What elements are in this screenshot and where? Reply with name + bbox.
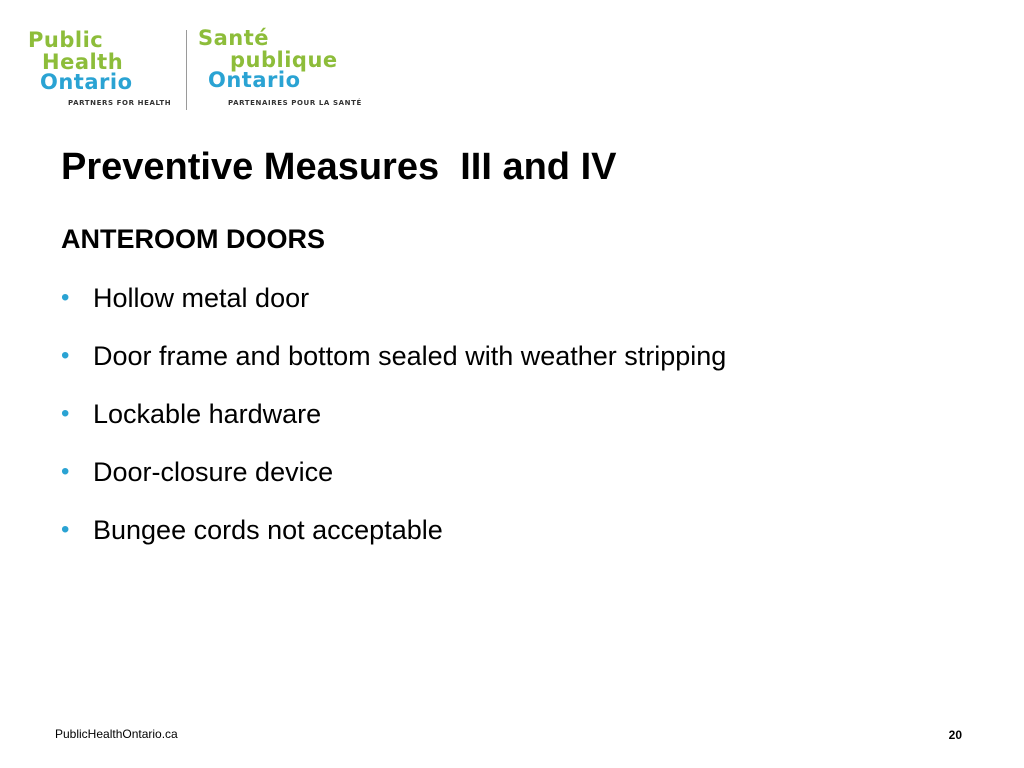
- bullet-text: Lockable hardware: [93, 399, 322, 429]
- bullet-list: [61, 282, 726, 572]
- bullet-text: Hollow metal door: [93, 283, 310, 313]
- logo-en-line-2: Health: [42, 50, 124, 74]
- footer-url: PublicHealthOntario.ca: [55, 727, 178, 741]
- bullet-icon: •: [61, 458, 70, 485]
- section-heading: ANTEROOM DOORS: [61, 224, 326, 254]
- logo-fr-line-1: Santé: [198, 26, 270, 50]
- logo-fr-line-2: publique: [230, 48, 338, 72]
- bullet-icon: •: [61, 284, 70, 311]
- logo-fr-tagline: PARTENAIRES POUR LA SANTÉ: [228, 99, 362, 107]
- bullet-icon: •: [61, 400, 70, 427]
- list-item: [61, 340, 726, 398]
- list-item: [61, 398, 726, 456]
- bullet-text: Bungee cords not acceptable: [93, 515, 443, 545]
- bullet-text: Door-closure device: [93, 457, 334, 487]
- logo-en-line-1: Public: [28, 28, 104, 52]
- logo-fr-line-3: Ontario: [208, 68, 301, 92]
- bullet-icon: •: [61, 342, 70, 369]
- page-number: 20: [948, 728, 962, 742]
- list-item: [61, 456, 726, 514]
- bullet-icon: •: [61, 516, 70, 543]
- logo-en-line-3: Ontario: [40, 70, 133, 94]
- list-item: [61, 514, 726, 572]
- slide-title: Preventive Measures III and IV: [61, 146, 617, 188]
- logo-divider: [186, 30, 187, 110]
- logo-en-tagline: PARTNERS FOR HEALTH: [68, 99, 172, 107]
- list-item: [61, 282, 726, 340]
- bullet-text: Door frame and bottom sealed with weather stripping: [93, 341, 727, 371]
- public-health-ontario-logo: [28, 26, 368, 110]
